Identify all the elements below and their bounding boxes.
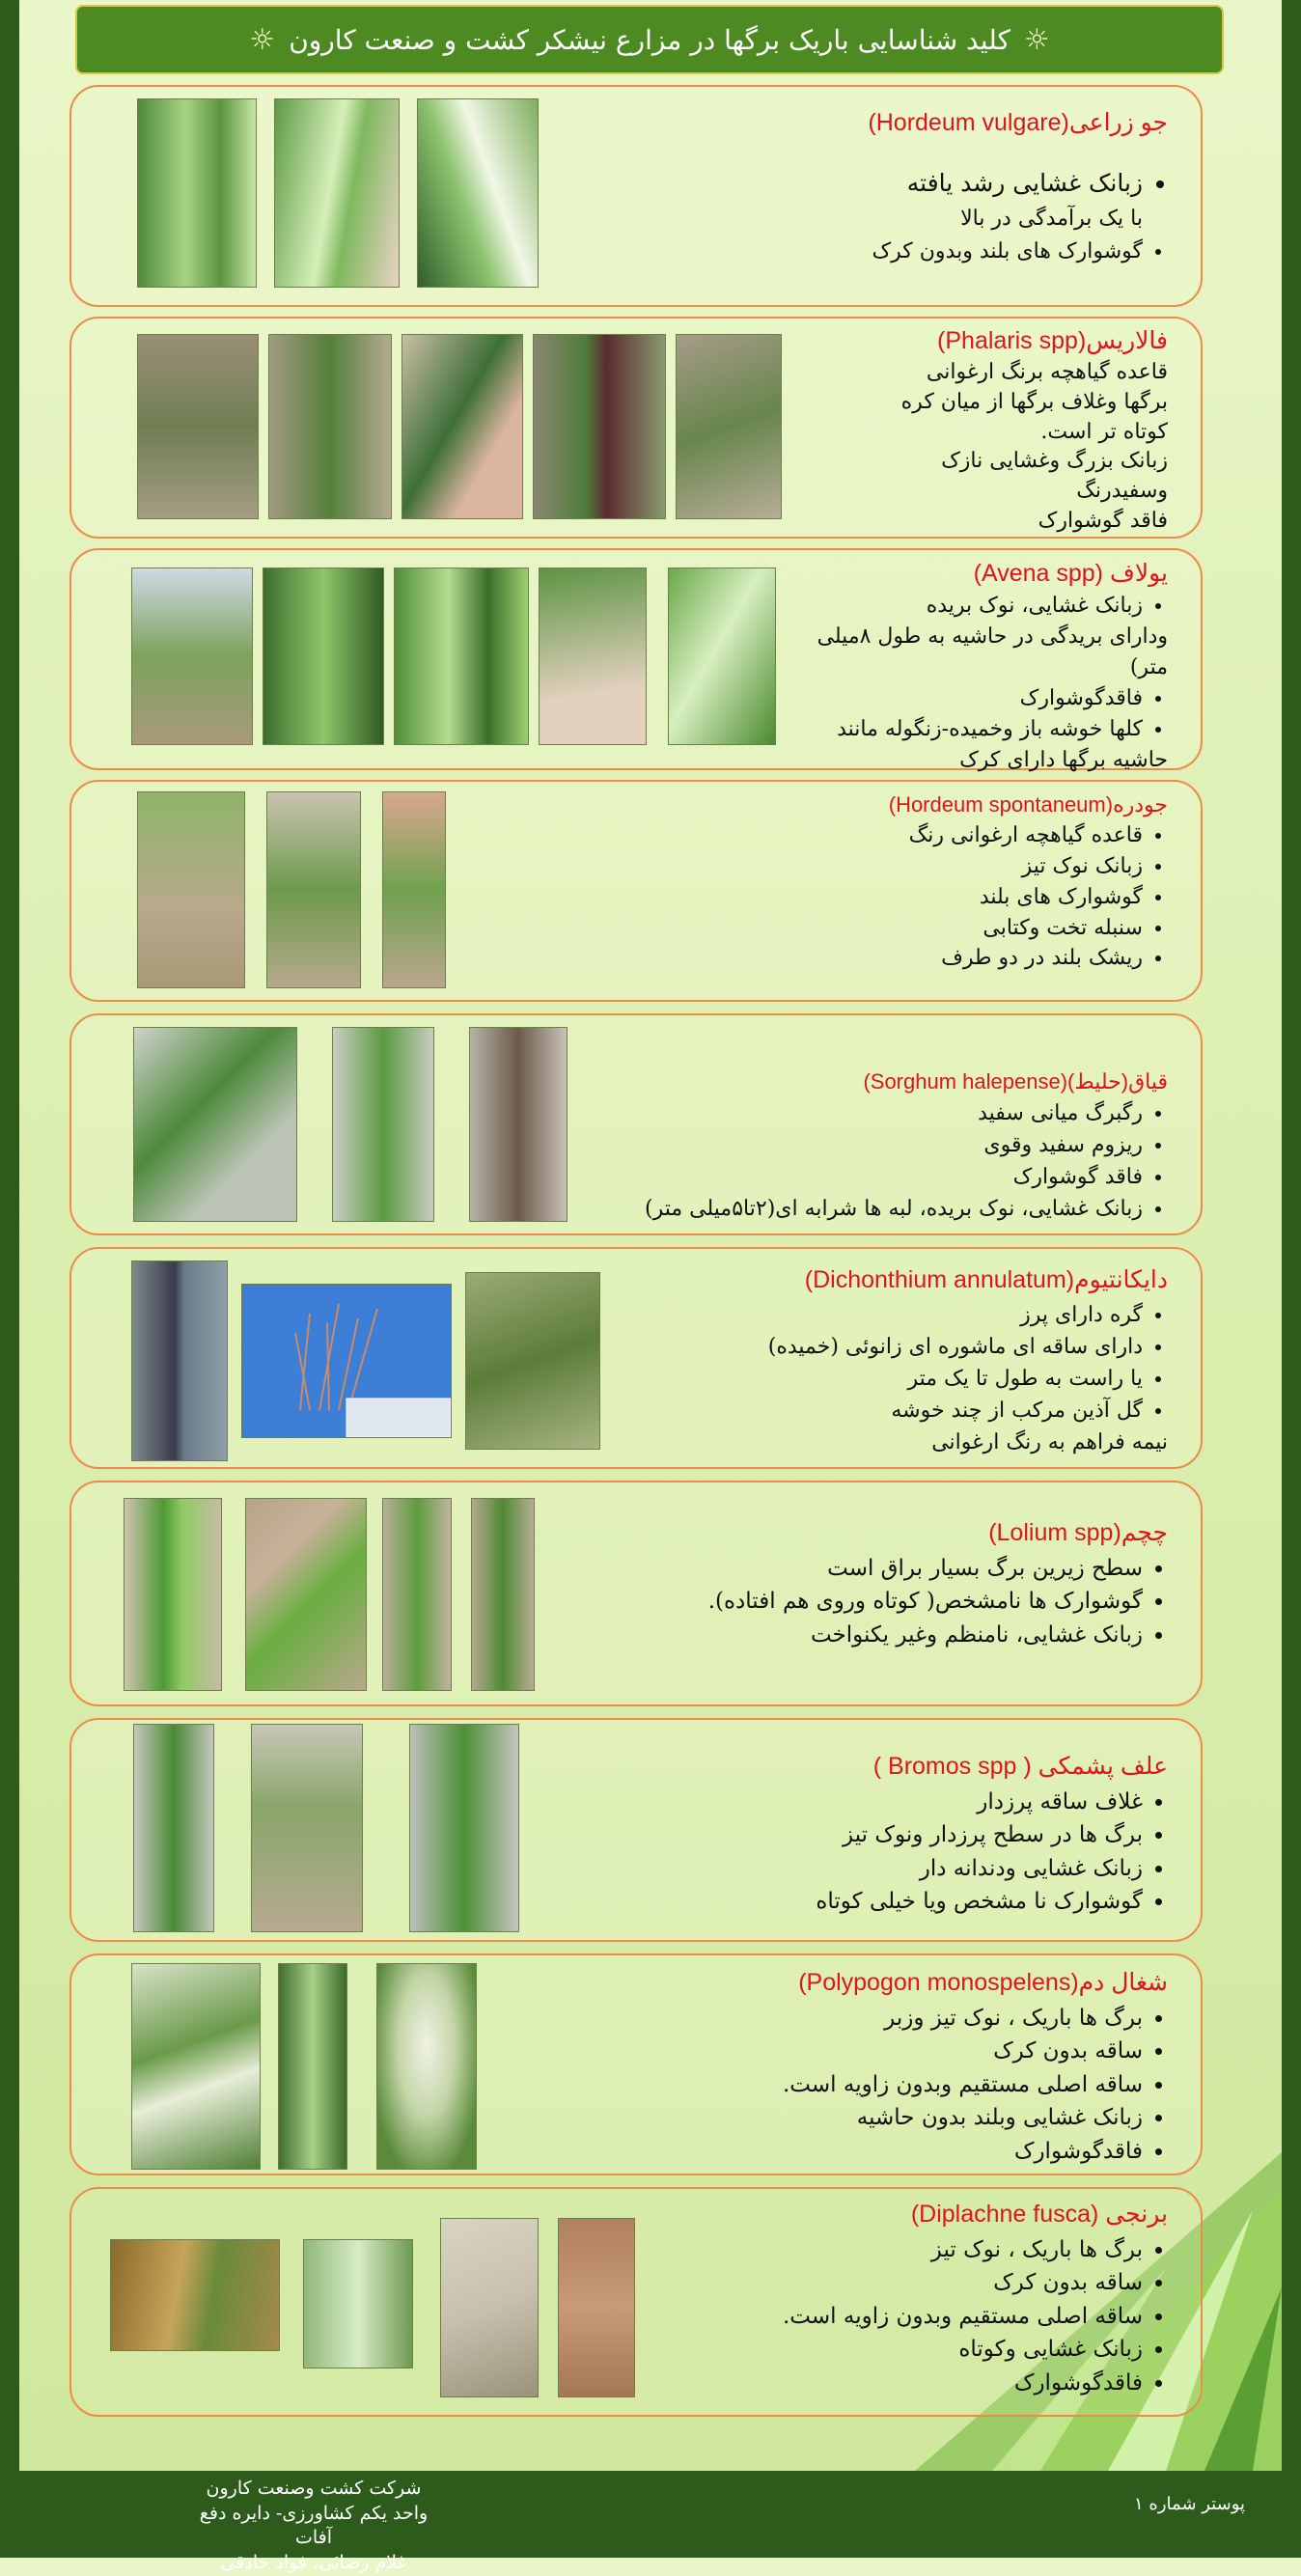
poster-footer xyxy=(0,2471,1301,2573)
trait-item: • سنبله تخت وکتابی xyxy=(889,913,1143,944)
trait-item: • غلاف ساقه پرزدار xyxy=(816,1786,1143,1819)
trait-item: کوتاه تر است. xyxy=(1040,419,1168,444)
plant-photo xyxy=(469,1027,567,1222)
trait-item: • گره دارای پرز xyxy=(768,1299,1143,1331)
poster-number: پوستر شماره ۱ xyxy=(1134,2494,1245,2514)
species-title: چچم(Lolium spp) xyxy=(988,1519,1168,1546)
credit-line: شرکت کشت وصنعت کارون xyxy=(206,2478,422,2499)
page-title: کلید شناسایی باریک برگها در مزارع نیشکر کشت و صنعت کارون xyxy=(289,23,1010,56)
plant-specimen-drawing xyxy=(242,1285,452,1438)
species-description xyxy=(816,1749,1168,1919)
species-panel-avena xyxy=(69,548,1203,770)
trait-item: فاقد گوشوارک xyxy=(1038,508,1168,533)
trait-item: • زبانک نوک تیز xyxy=(889,851,1143,882)
plant-photo xyxy=(245,1498,367,1691)
species-description xyxy=(708,1515,1168,1651)
trait-item: • فاقدگوشوارک xyxy=(783,2367,1143,2400)
trait-item: • ریشک بلند در دو طرف xyxy=(889,943,1143,974)
species-panel-lolium xyxy=(69,1481,1203,1706)
species-title: علف پشمکی ( Bromos spp ) xyxy=(872,1753,1168,1780)
plant-photo xyxy=(131,1260,228,1461)
species-panel-sorghum xyxy=(69,1013,1203,1235)
left-border xyxy=(0,0,19,2558)
trait-item: با یک برآمدگی در بالا xyxy=(960,206,1143,231)
species-title: برنجی (Diplachne fusca) xyxy=(910,2201,1168,2228)
plant-photo xyxy=(539,568,647,745)
trait-item: قاعده گیاهچه برنگ ارغوانی xyxy=(926,360,1168,384)
right-border xyxy=(1282,0,1301,2558)
plant-photo xyxy=(668,568,776,745)
plant-photo xyxy=(401,334,523,519)
species-description xyxy=(645,1066,1168,1225)
species-title: شغال دم(Polypogon monospelens) xyxy=(798,1969,1168,1996)
trait-item: • زبانک غشایی، نامنظم وغیر یکنواخت xyxy=(708,1619,1143,1652)
trait-item: • گوشوارک ها نامشخص( کوتاه وروی هم افتاده). xyxy=(708,1585,1143,1619)
sparkle-icon: ☼ xyxy=(1023,22,1050,57)
plant-photo xyxy=(133,1027,297,1222)
trait-item: زبانک بزرگ وغشایی نازک xyxy=(941,449,1168,474)
plant-photo xyxy=(471,1498,535,1691)
trait-item: • برگ ها باریک ، نوک تیز xyxy=(783,2233,1143,2267)
plant-photo xyxy=(274,98,400,288)
trait-item: برگها وغلاف برگها از میان کره xyxy=(900,389,1168,414)
species-description xyxy=(783,2197,1168,2399)
trait-item: • زبانک غشایی وکوتاه xyxy=(783,2333,1143,2367)
plant-photo xyxy=(131,1963,261,2170)
species-description xyxy=(889,789,1168,974)
plant-photo xyxy=(409,1724,519,1932)
trait-item: • گوشوارک های بلند xyxy=(889,882,1143,913)
species-description xyxy=(901,324,1168,537)
plant-photo xyxy=(382,791,446,988)
species-title: فالاریس(Phalaris spp) xyxy=(937,327,1168,354)
credit-line: غلام رضائی، فواد حاذقی xyxy=(220,2551,407,2573)
species-title: جودره(Hordeum spontaneum) xyxy=(888,792,1168,817)
species-description xyxy=(768,1262,1168,1458)
species-title: یولاف (Avena spp) xyxy=(973,560,1168,587)
trait-item: • قاعده گیاهچه ارغوانی رنگ xyxy=(889,820,1143,851)
plant-photo xyxy=(376,1963,477,2170)
species-description xyxy=(817,556,1168,776)
trait-item: • رگبرگ میانی سفید xyxy=(645,1097,1143,1129)
plant-photo xyxy=(465,1272,600,1450)
trait-item: ودارای بریدگی در حاشیه به طول ۸میلی xyxy=(817,624,1168,650)
plant-photo xyxy=(266,791,361,988)
trait-item: حاشیه برگها دارای کرک xyxy=(959,747,1168,772)
plant-photo xyxy=(303,2239,413,2368)
species-panel-hordeum-vulgare xyxy=(69,85,1203,307)
trait-item: • زبانک غشایی وبلند بدون حاشیه xyxy=(783,2101,1143,2135)
trait-item: • گل آذین مرکب از چند خوشه xyxy=(768,1395,1143,1426)
plant-photo xyxy=(268,334,392,519)
plant-photo xyxy=(382,1498,452,1691)
trait-item: متر) xyxy=(1129,655,1168,680)
plant-photo xyxy=(241,1284,452,1438)
trait-item: • زبانک غشایی، نوک بریده xyxy=(817,591,1143,622)
plant-photo xyxy=(110,2239,280,2351)
sparkle-icon: ☼ xyxy=(249,22,276,57)
trait-item: • گوشوارک نا مشخص ویا خیلی کوتاه xyxy=(816,1885,1143,1919)
species-title: دایکانتیوم(Dichonthium annulatum) xyxy=(804,1266,1168,1293)
trait-item: • فاقدگوشوارک xyxy=(783,2135,1143,2169)
plant-photo xyxy=(558,2218,635,2397)
trait-item: • گوشوارک های بلند وبدون کرک xyxy=(868,235,1143,268)
plant-photo xyxy=(278,1963,347,2170)
trait-item: • زبانک غشایی ودندانه دار xyxy=(816,1852,1143,1886)
trait-item: • ساقه اصلی مستقیم وبدون زاویه است. xyxy=(783,2300,1143,2334)
plant-photo xyxy=(133,1724,214,1932)
species-panel-hordeum-spontaneum xyxy=(69,780,1203,1002)
species-title: قیاق(حلیط)(Sorghum halepense) xyxy=(863,1069,1168,1094)
plant-photo xyxy=(394,568,529,745)
plant-photo xyxy=(137,334,259,519)
plant-photo xyxy=(131,568,253,745)
plant-photo xyxy=(533,334,666,519)
species-panel-diplachne xyxy=(69,2187,1203,2417)
species-panel-bromus xyxy=(69,1718,1203,1942)
trait-item: نیمه فراهم به رنگ ارغوانی xyxy=(931,1429,1168,1454)
plant-photo xyxy=(417,98,539,288)
species-panel-dichanthium xyxy=(69,1247,1203,1469)
trait-item: • ساقه بدون کرک xyxy=(783,2035,1143,2068)
trait-item: • ساقه اصلی مستقیم وبدون زاویه است. xyxy=(783,2068,1143,2102)
plant-photo xyxy=(137,791,245,988)
trait-item: • زبانک غشایی، نوک بریده، لبه ها شرابه ای(۲تا۵میلی متر) xyxy=(645,1193,1143,1225)
species-description xyxy=(783,1965,1168,2168)
plant-photo xyxy=(263,568,384,745)
credit-line: واحد یکم کشاورزی- دایره دفع آفات xyxy=(199,2502,429,2549)
plant-photo xyxy=(440,2218,539,2397)
trait-item: • فاقد گوشوارک xyxy=(645,1161,1143,1193)
plant-photo xyxy=(124,1498,222,1691)
trait-item: • سطح زیرین برگ بسیار براق است xyxy=(708,1552,1143,1586)
trait-item: • برگ ها باریک ، نوک تیز وزبر xyxy=(783,2002,1143,2036)
species-description xyxy=(868,104,1168,268)
species-panel-phalaris xyxy=(69,317,1203,539)
plant-photo xyxy=(332,1027,434,1222)
trait-item: • زبانک غشایی رشد یافته xyxy=(868,165,1143,203)
plant-photo xyxy=(137,98,257,288)
trait-item: • ساقه بدون کرک xyxy=(783,2266,1143,2300)
species-title: جو زراعی(Hordeum vulgare) xyxy=(868,109,1168,136)
plant-photo xyxy=(676,334,782,519)
trait-item: • کلها خوشه باز وخمیده-زنگوله مانند xyxy=(817,714,1143,745)
trait-item: • دارای ساقه ای ماشوره ای زانوئی (خمیده) xyxy=(768,1331,1143,1363)
trait-item: • ریزوم سفید وقوی xyxy=(645,1129,1143,1161)
trait-item: • برگ ها در سطح پرزدار ونوک تیز xyxy=(816,1818,1143,1852)
plant-photo xyxy=(251,1724,363,1932)
species-panel-polypogon xyxy=(69,1953,1203,2175)
trait-item: • فاقدگوشوارک xyxy=(817,683,1143,714)
organization-credits xyxy=(183,2477,444,2576)
poster-header xyxy=(75,5,1224,74)
trait-item: وسفیدرنگ xyxy=(1076,479,1168,504)
trait-item: • یا راست به طول تا یک متر xyxy=(768,1363,1143,1395)
